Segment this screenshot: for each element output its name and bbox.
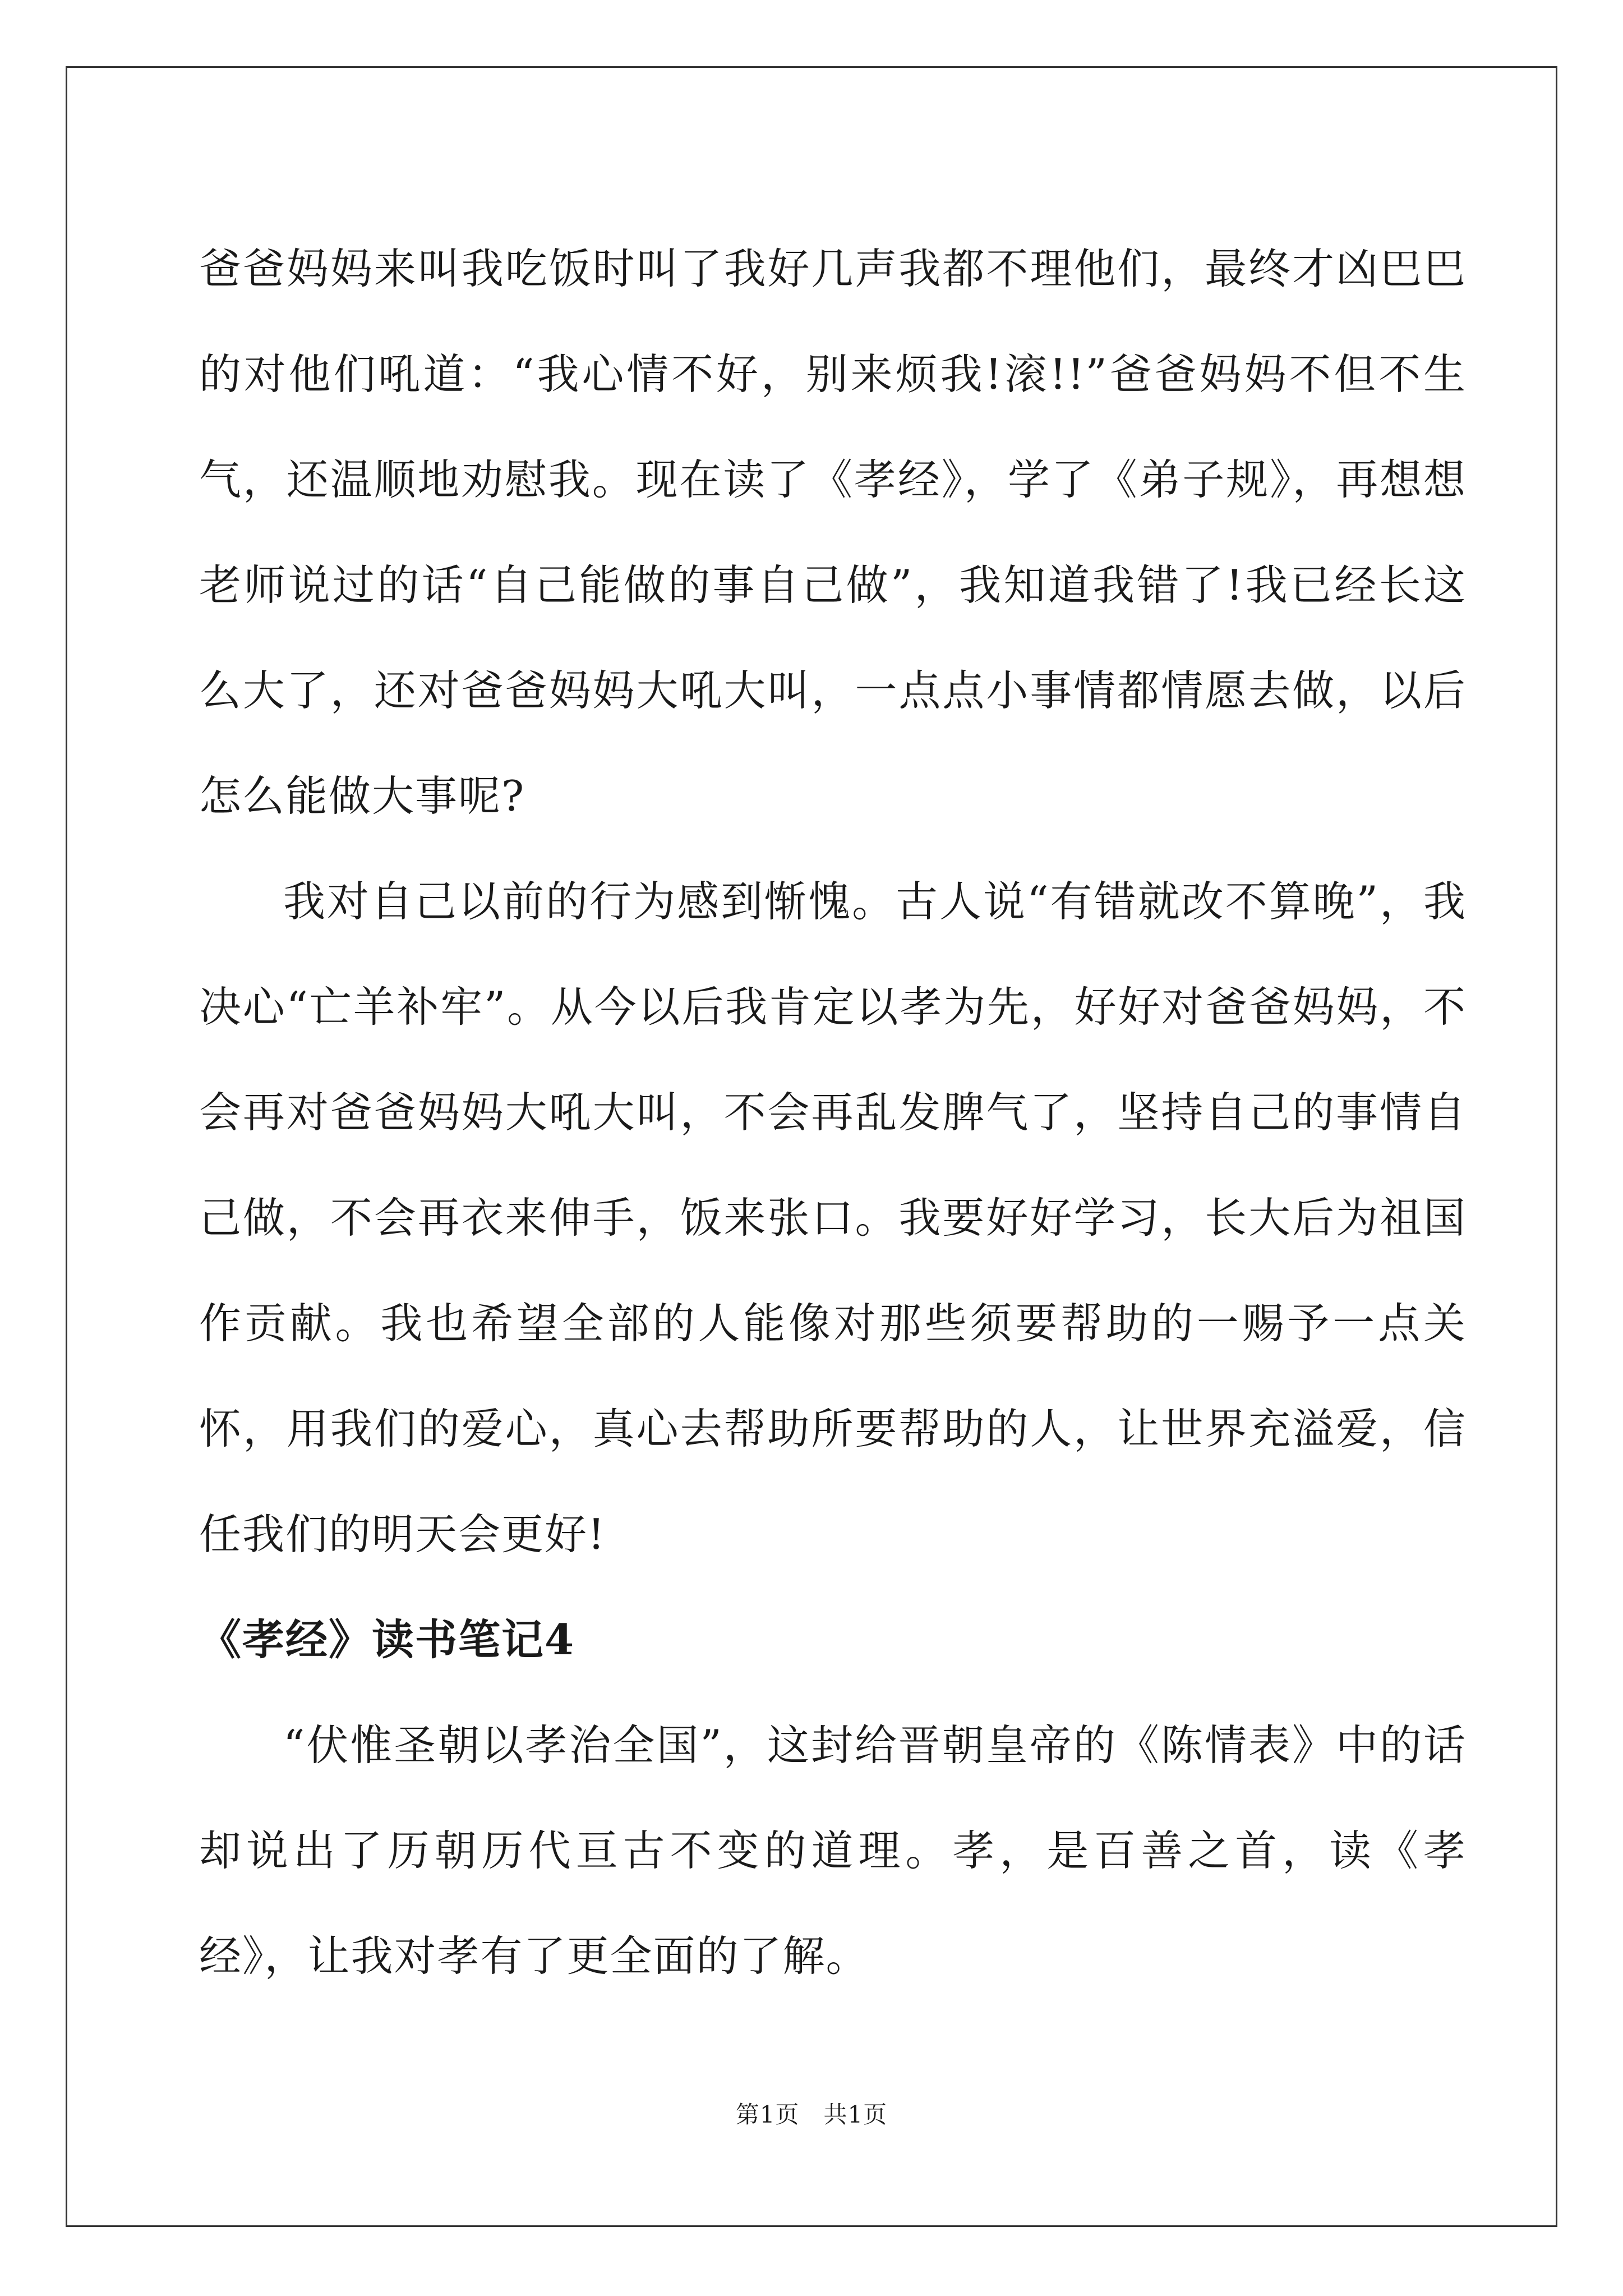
paragraph-3: “伏惟圣朝以孝治全国”，这封给晋朝皇帝的《陈情表》中的话却说出了历朝历代亘古不变的道理。孝，是百善之首，读《孝经》，让我对孝有了更全面的了解。: [199, 1720, 1467, 1981]
page-footer: 第1页 共1页: [735, 2101, 888, 2128]
section-heading: 《孝经》读书笔记4: [199, 1615, 575, 1664]
paragraph-1: 爸爸妈妈来叫我吃饭时叫了我好几声我都不理他们，最终才凶巴巴的对他们吼道：“我心情不好，别来烦我!滚!!”爸爸妈妈不但不生气，还温顺地劝慰我。现在读了《孝经》，学了《弟子规》，再想想老师说过的话“自己能做的事自己做”，我知道我错了!我已经长这么大了，还对爸爸妈妈大吼大叫，一点点小事情都情愿去做，以后怎么能做大事呢?: [199, 244, 1467, 821]
document-body: [199, 216, 1467, 2009]
paragraph-2: 我对自己以前的行为感到惭愧。古人说“有错就改不算晚”，我决心“亡羊补牢”。从今以后我肯定以孝为先，好好对爸爸妈妈，不会再对爸爸妈妈大吼大叫，不会再乱发脾气了，坚持自己的事情自己做，不会再衣来伸手，饭来张口。我要好好学习，长大后为祖国作贡献。我也希望全部的人能像对那些须要帮助的一赐予一点关怀，用我们的爱心，真心去帮助所要帮助的人，让世界充溢爱，信任我们的明天会更好!: [199, 877, 1467, 1559]
